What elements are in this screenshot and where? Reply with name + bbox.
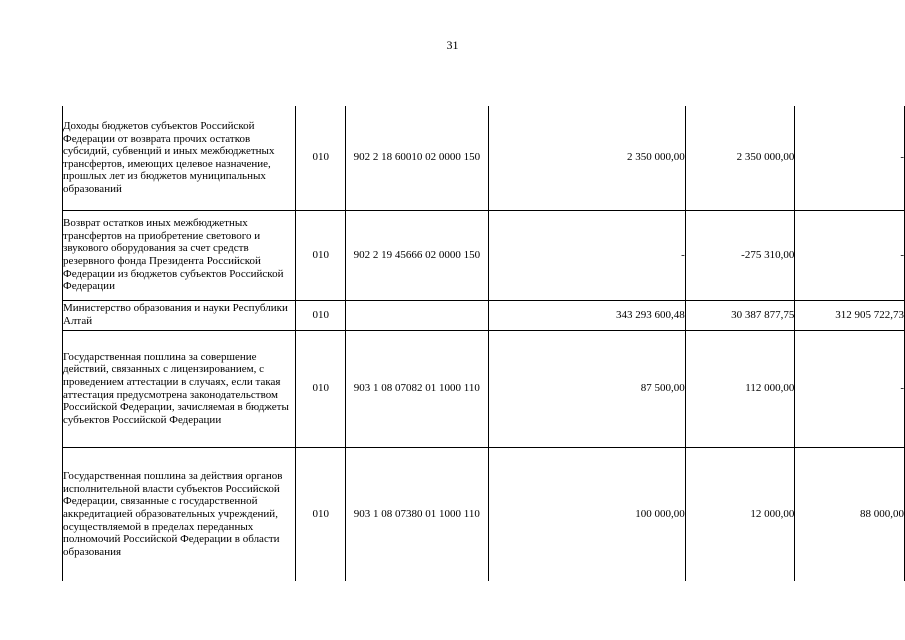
- amount-plan: 2 350 000,00: [488, 106, 685, 210]
- amount-remaining: -: [795, 210, 905, 300]
- revenue-name: Министерство образования и науки Республики Алтай: [63, 300, 296, 330]
- table-row: [63, 447, 905, 581]
- admin-code: 010: [296, 106, 346, 210]
- budget-classification-code: 903 1 08 07380 01 1000 110: [346, 447, 488, 581]
- budget-classification-code: 903 1 08 07082 01 1000 110: [346, 330, 488, 447]
- revenue-name: Государственная пошлина за совершение действий, связанных с лицензированием, с проведением аттестации в случаях, если такая аттестация предусмотрена законодательством Российской Федерации, зачисляемая в бюджеты субъектов Российской Федерации: [63, 330, 296, 447]
- amount-actual: 30 387 877,75: [685, 300, 795, 330]
- table-row: [63, 106, 905, 210]
- table-row: [63, 330, 905, 447]
- amount-plan: 87 500,00: [488, 330, 685, 447]
- budget-classification-code: [346, 300, 488, 330]
- amount-remaining: 312 905 722,73: [795, 300, 905, 330]
- amount-plan: 100 000,00: [488, 447, 685, 581]
- amount-actual: 12 000,00: [685, 447, 795, 581]
- budget-classification-code: 902 2 18 60010 02 0000 150: [346, 106, 488, 210]
- budget-classification-code: 902 2 19 45666 02 0000 150: [346, 210, 488, 300]
- amount-actual: 112 000,00: [685, 330, 795, 447]
- amount-remaining: 88 000,00: [795, 447, 905, 581]
- admin-code: 010: [296, 447, 346, 581]
- amount-actual: -275 310,00: [685, 210, 795, 300]
- admin-code: 010: [296, 300, 346, 330]
- table-row: [63, 300, 905, 330]
- amount-plan: 343 293 600,48: [488, 300, 685, 330]
- budget-revenue-table: [62, 106, 905, 581]
- table-row: [63, 210, 905, 300]
- revenue-name: Возврат остатков иных межбюджетных трансфертов на приобретение светового и звукового оборудования за счет средств резервного фонда Президента Российской Федерации из бюджетов субъектов Российской Федерации: [63, 210, 296, 300]
- page-number: 31: [446, 38, 459, 52]
- amount-remaining: -: [795, 330, 905, 447]
- amount-remaining: -: [795, 106, 905, 210]
- admin-code: 010: [296, 210, 346, 300]
- amount-plan: -: [488, 210, 685, 300]
- admin-code: 010: [296, 330, 346, 447]
- revenue-name: Государственная пошлина за действия органов исполнительной власти субъектов Российской Федерации, связанные с государственной аккредитацией образовательных учреждений, осуществляемой в пределах переданных полномочий Российской Федерации в области образования: [63, 447, 296, 581]
- amount-actual: 2 350 000,00: [685, 106, 795, 210]
- revenue-name: Доходы бюджетов субъектов Российской Федерации от возврата прочих остатков субсидий, субвенций и иных межбюджетных трансфертов, имеющих целевое назначение, прошлых лет из бюджетов муниципальных образований: [63, 106, 296, 210]
